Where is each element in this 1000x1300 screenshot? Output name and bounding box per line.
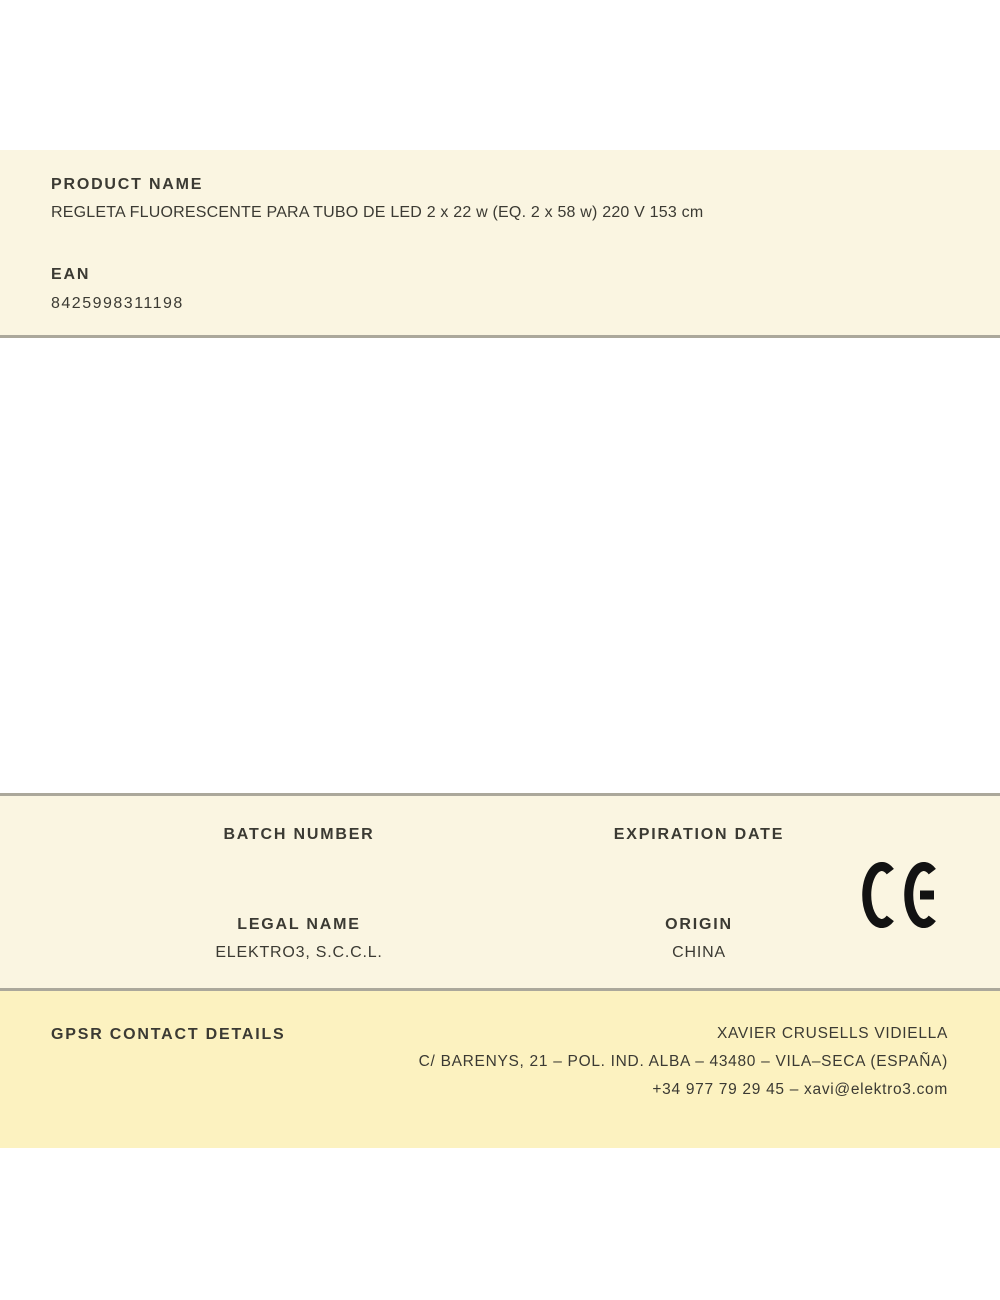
gpsr-contact-details-label: GPSR CONTACT DETAILS [51,1026,286,1043]
ean-value: 8425998311198 [51,295,184,312]
product-section [0,150,1000,338]
bottom-margin [0,1148,1000,1300]
top-margin [0,0,1000,150]
details-grid [99,796,899,963]
content-spacer [0,338,1000,793]
batch-number-label: BATCH NUMBER [223,826,375,843]
legal-name-label: LEGAL NAME [237,916,361,933]
gpsr-contact-block [419,1020,948,1104]
details-left-column [99,796,499,963]
expiration-date-label: EXPIRATION DATE [613,826,785,843]
product-name-value: REGLETA FLUORESCENTE PARA TUBO DE LED 2 x 22 w (EQ. 2 x 58 w) 220 V 153 cm [51,204,704,221]
origin-label: ORIGIN [665,916,733,933]
details-right-column [499,796,899,963]
gpsr-contact-name: XAVIER CRUSELLS VIDIELLA [716,1025,948,1042]
ce-mark-icon [858,862,942,928]
ean-label: EAN [51,266,91,283]
gpsr-section [0,991,1000,1148]
gpsr-contact-phone-email: +34 977 79 29 45 – xavi@elektro3.com [652,1081,948,1098]
legal-name-value: ELEKTRO3, S.C.C.L. [215,944,383,961]
origin-value: CHINA [672,944,726,961]
product-name-label: PRODUCT NAME [51,176,204,193]
details-section [0,793,1000,991]
gpsr-contact-address: C/ BARENYS, 21 – POL. IND. ALBA – 43480 – VILA–SECA (ESPAÑA) [418,1053,948,1070]
